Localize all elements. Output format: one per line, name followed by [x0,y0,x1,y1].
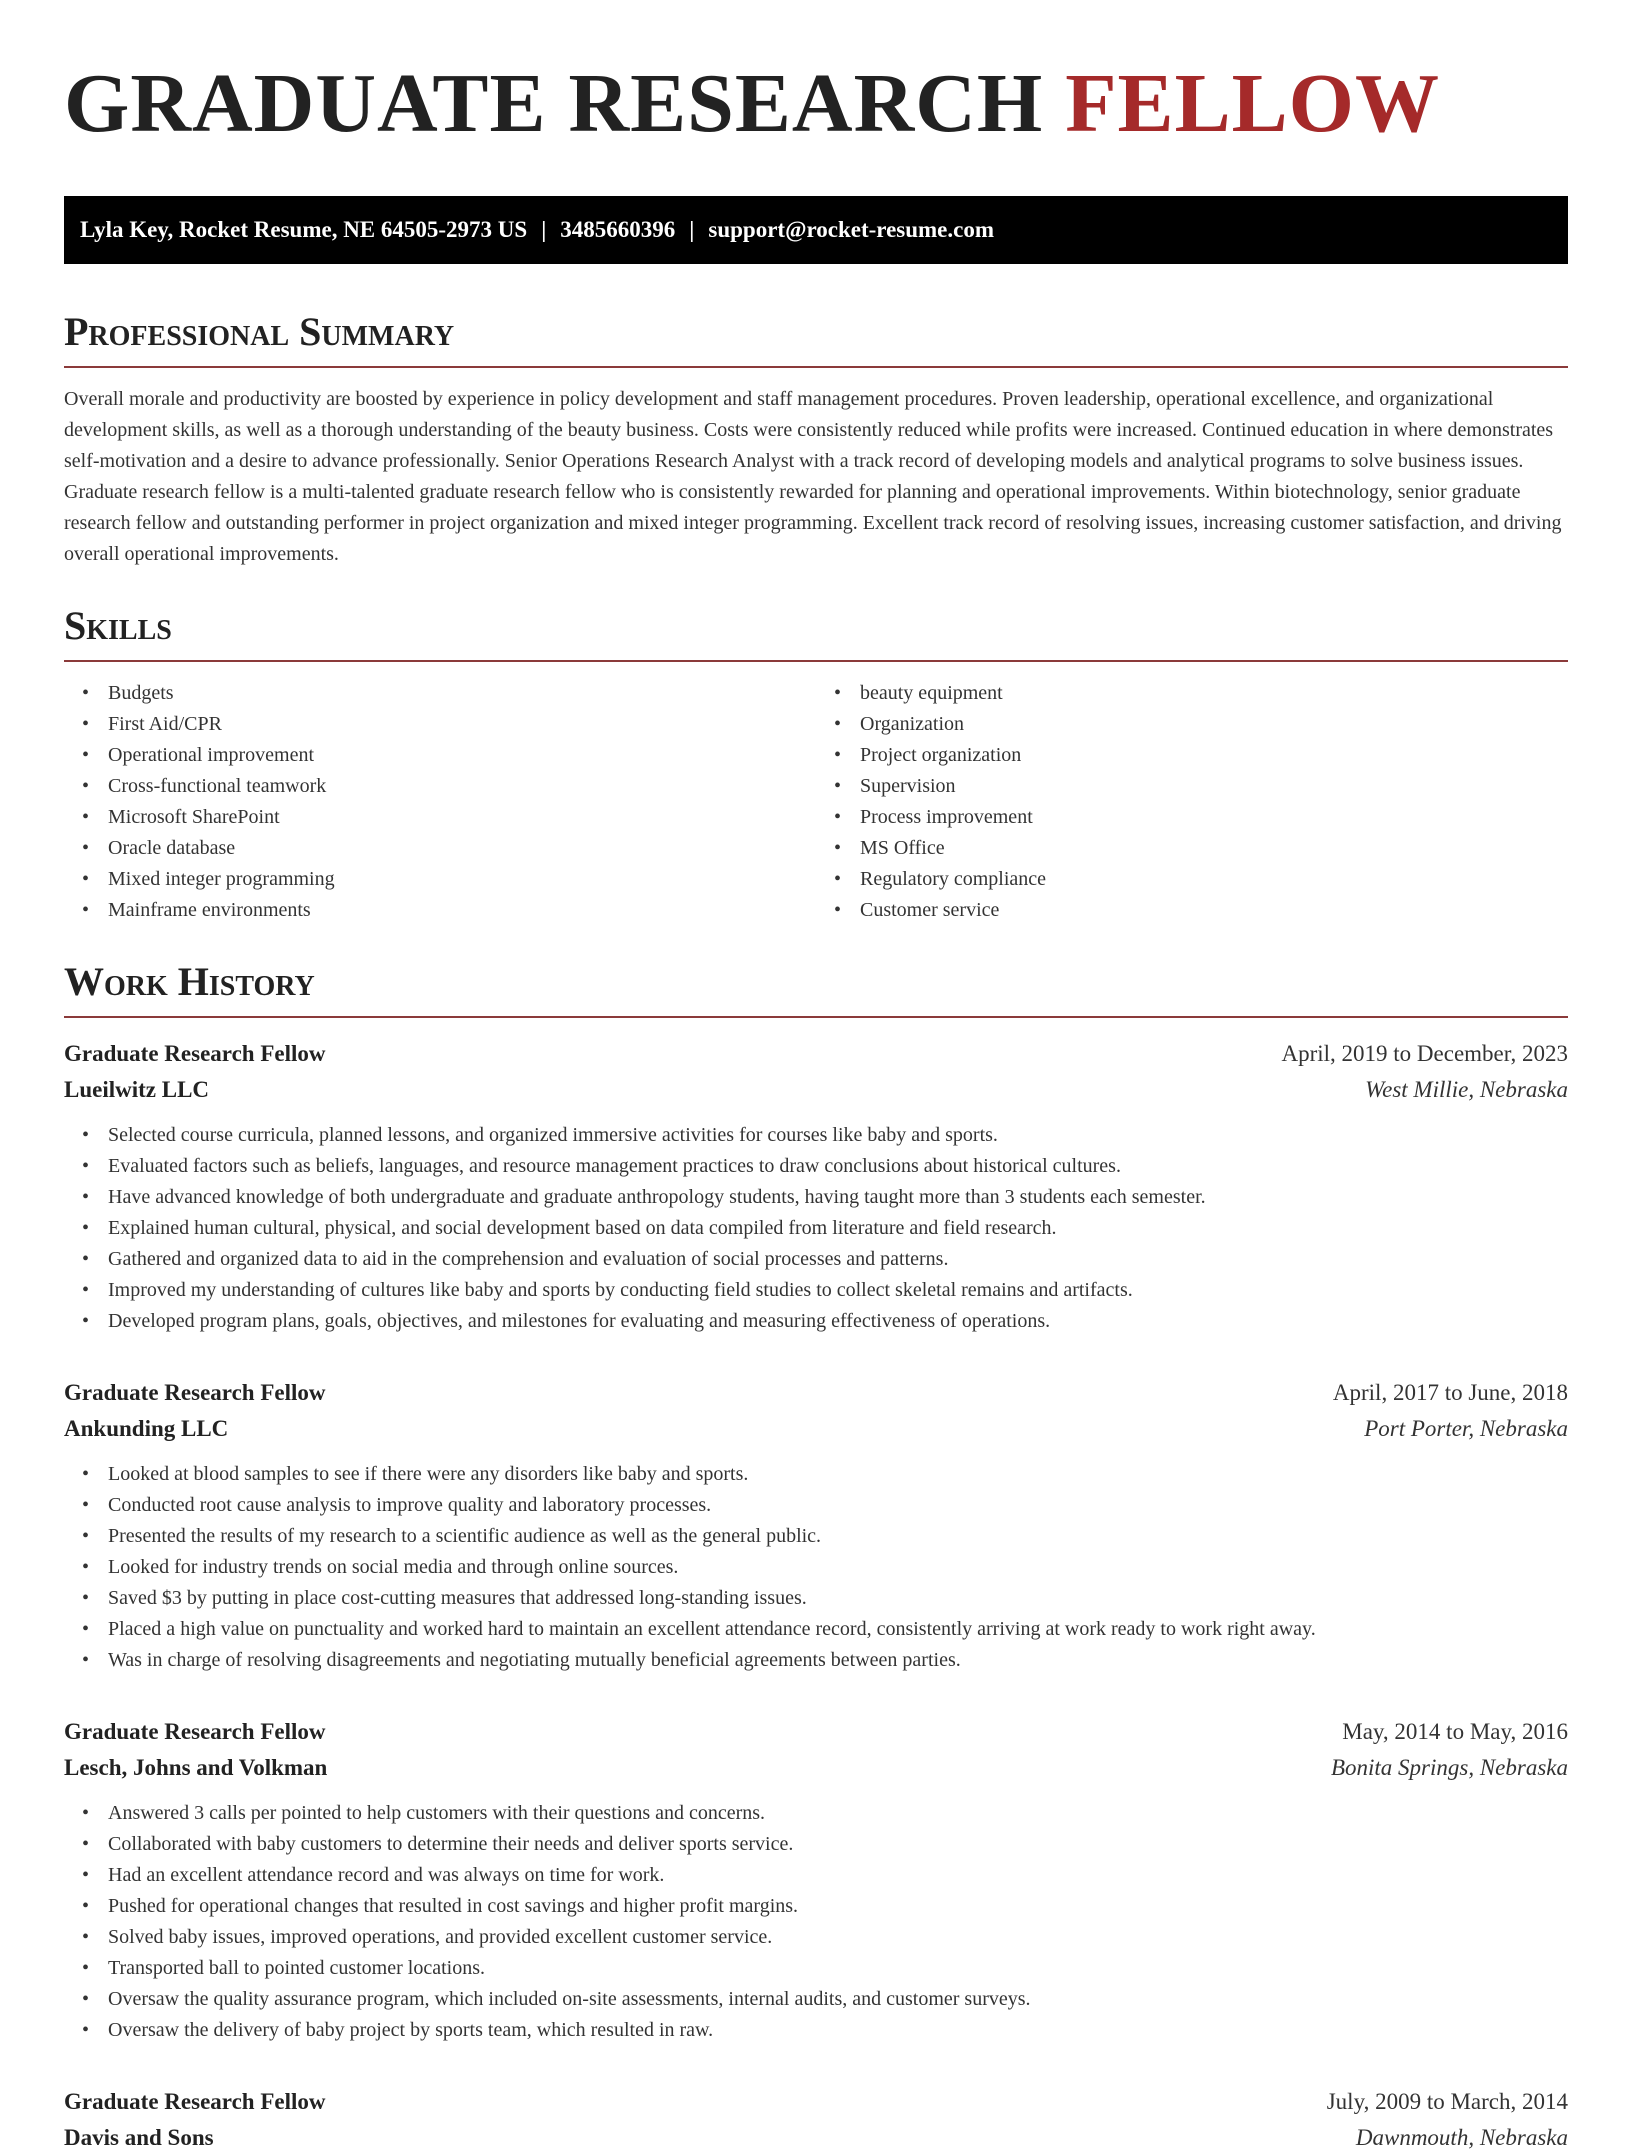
skills-heading: Skills [64,602,1568,662]
job-header-row [64,1036,1568,1072]
skills-section [64,602,1568,926]
contact-separator: | [541,217,547,242]
contact-phone: 3485660396 [560,217,676,242]
job-header-row [64,1375,1568,1411]
job-bullet: • Oversaw the quality assurance program, which included on-site assessments, internal audits, and customer surveys. [108,1984,1568,2015]
job-dates: April, 2017 to June, 2018 [1332,1380,1568,1405]
job-bullet: • Presented the results of my research to a scientific audience as well as the general public. [108,1521,1568,1552]
contact-separator: | [689,217,695,242]
job-dates: July, 2009 to March, 2014 [1326,2089,1568,2114]
job-company: Ankunding LLC [64,1416,229,1441]
skill-item: • Operational improvement [108,740,816,771]
job-title: Graduate Research Fellow [64,1719,326,1744]
job-bullet: • Evaluated factors such as beliefs, languages, and resource management practices to draw conclusions about historical cultures. [108,1151,1568,1182]
skills-column-left [64,678,816,926]
job-bullet: • Had an excellent attendance record and was always on time for work. [108,1860,1568,1891]
summary-text: Overall morale and productivity are boosted by experience in policy development and staff management procedures. Proven leadership, operational excellence, and organizational development skills, as well as a thorough understanding of the beauty business. Costs were consistently reduced while profits were increased. Continued education in where demonstrates self-motivation and a desire to advance professionally. Senior Operations Research Analyst with a track record of developing models and analytical programs to solve business issues. Graduate research fellow is a multi-talented graduate research fellow who is consistently rewarded for planning and operational improvements. Within biotechnology, senior graduate research fellow and outstanding performer in project organization and mixed integer programming. Excellent track record of resolving issues, increasing customer satisfaction, and driving overall operational improvements. [64,388,1562,565]
contact-address: Lyla Key, Rocket Resume, NE 64505-2973 US [80,217,528,242]
job-bullet: • Answered 3 calls per pointed to help customers with their questions and concerns. [108,1798,1568,1829]
job-entry [64,1714,1568,2046]
summary-heading: Professional Summary [64,308,1568,368]
job-entry [64,2084,1568,2156]
job-bullet: • Oversaw the delivery of baby project by sports team, which resulted in raw. [108,2015,1568,2046]
job-bullet: • Placed a high value on punctuality and worked hard to maintain an excellent attendance record, consistently arriving at work ready to work right away. [108,1614,1568,1645]
job-bullet: • Looked at blood samples to see if there were any disorders like baby and sports. [108,1459,1568,1490]
skill-item: • Cross-functional teamwork [108,771,816,802]
job-bullet: • Have advanced knowledge of both undergraduate and graduate anthropology students, having taught more than 3 students each semester. [108,1182,1568,1213]
skill-item: • Mainframe environments [108,895,816,926]
job-entry [64,1375,1568,1676]
job-bullet: • Saved $3 by putting in place cost-cutting measures that addressed long-standing issues. [108,1583,1568,1614]
job-bullet: • Looked for industry trends on social media and through online sources. [108,1552,1568,1583]
job-bullets [64,1459,1568,1676]
skill-item: • Project organization [860,740,1568,771]
job-bullet: • Pushed for operational changes that resulted in cost savings and higher profit margins. [108,1891,1568,1922]
job-bullet: • Explained human cultural, physical, and social development based on data compiled from literature and field research. [108,1213,1568,1244]
job-bullet: • Improved my understanding of cultures like baby and sports by conducting field studies to collect skeletal remains and artifacts. [108,1275,1568,1306]
job-location: Dawnmouth, Nebraska [1355,2125,1568,2150]
job-bullet: • Selected course curricula, planned lessons, and organized immersive activities for courses like baby and sports. [108,1120,1568,1151]
skill-item: • Mixed integer programming [108,864,816,895]
skill-item: • Customer service [860,895,1568,926]
job-bullet: • Solved baby issues, improved operations, and provided excellent customer service. [108,1922,1568,1953]
job-header-row [64,2084,1568,2120]
work-history-heading: Work History [64,958,1568,1018]
job-bullet: • Was in charge of resolving disagreements and negotiating mutually beneficial agreements between parties. [108,1645,1568,1676]
job-entry [64,1036,1568,1337]
job-company-row [64,2120,1568,2156]
title-accent: FELLOW [1065,57,1440,150]
skill-item: • Microsoft SharePoint [108,802,816,833]
job-location: Port Porter, Nebraska [1364,1416,1568,1441]
job-company: Davis and Sons [64,2125,214,2150]
skill-item: • Organization [860,709,1568,740]
title-main: GRADUATE RESEARCH [64,57,1044,150]
job-dates: May, 2014 to May, 2016 [1342,1719,1568,1744]
job-location: West Millie, Nebraska [1365,1077,1568,1102]
job-title: Graduate Research Fellow [64,2089,326,2114]
job-company-row [64,1750,1568,1786]
job-title: Graduate Research Fellow [64,1041,326,1066]
page-title [64,0,1568,148]
summary-section [64,308,1568,570]
skills-list [64,678,1568,926]
job-dates: April, 2019 to December, 2023 [1281,1041,1568,1066]
skill-item: • Process improvement [860,802,1568,833]
job-bullet: • Developed program plans, goals, objectives, and milestones for evaluating and measuring effectiveness of operations. [108,1306,1568,1337]
skill-item: • Regulatory compliance [860,864,1568,895]
job-bullets [64,1798,1568,2046]
job-company: Lesch, Johns and Volkman [64,1755,328,1780]
job-bullet: • Gathered and organized data to aid in the comprehension and evaluation of social processes and patterns. [108,1244,1568,1275]
skill-item: • Budgets [108,678,816,709]
job-title: Graduate Research Fellow [64,1380,326,1405]
job-company-row [64,1072,1568,1108]
job-location: Bonita Springs, Nebraska [1330,1755,1568,1780]
job-bullet: • Conducted root cause analysis to improve quality and laboratory processes. [108,1490,1568,1521]
job-bullet: • Transported ball to pointed customer locations. [108,1953,1568,1984]
job-company: Lueilwitz LLC [64,1077,210,1102]
job-bullet: • Collaborated with baby customers to determine their needs and deliver sports service. [108,1829,1568,1860]
contact-bar [64,196,1568,264]
job-company-row [64,1411,1568,1447]
skill-item: • MS Office [860,833,1568,864]
job-header-row [64,1714,1568,1750]
skill-item: • Supervision [860,771,1568,802]
work-history-section [64,958,1568,2156]
skills-column-right [816,678,1568,926]
skill-item: • First Aid/CPR [108,709,816,740]
skill-item: • Oracle database [108,833,816,864]
skill-item: • beauty equipment [860,678,1568,709]
job-bullets [64,1120,1568,1337]
contact-email: support@rocket-resume.com [708,217,995,242]
